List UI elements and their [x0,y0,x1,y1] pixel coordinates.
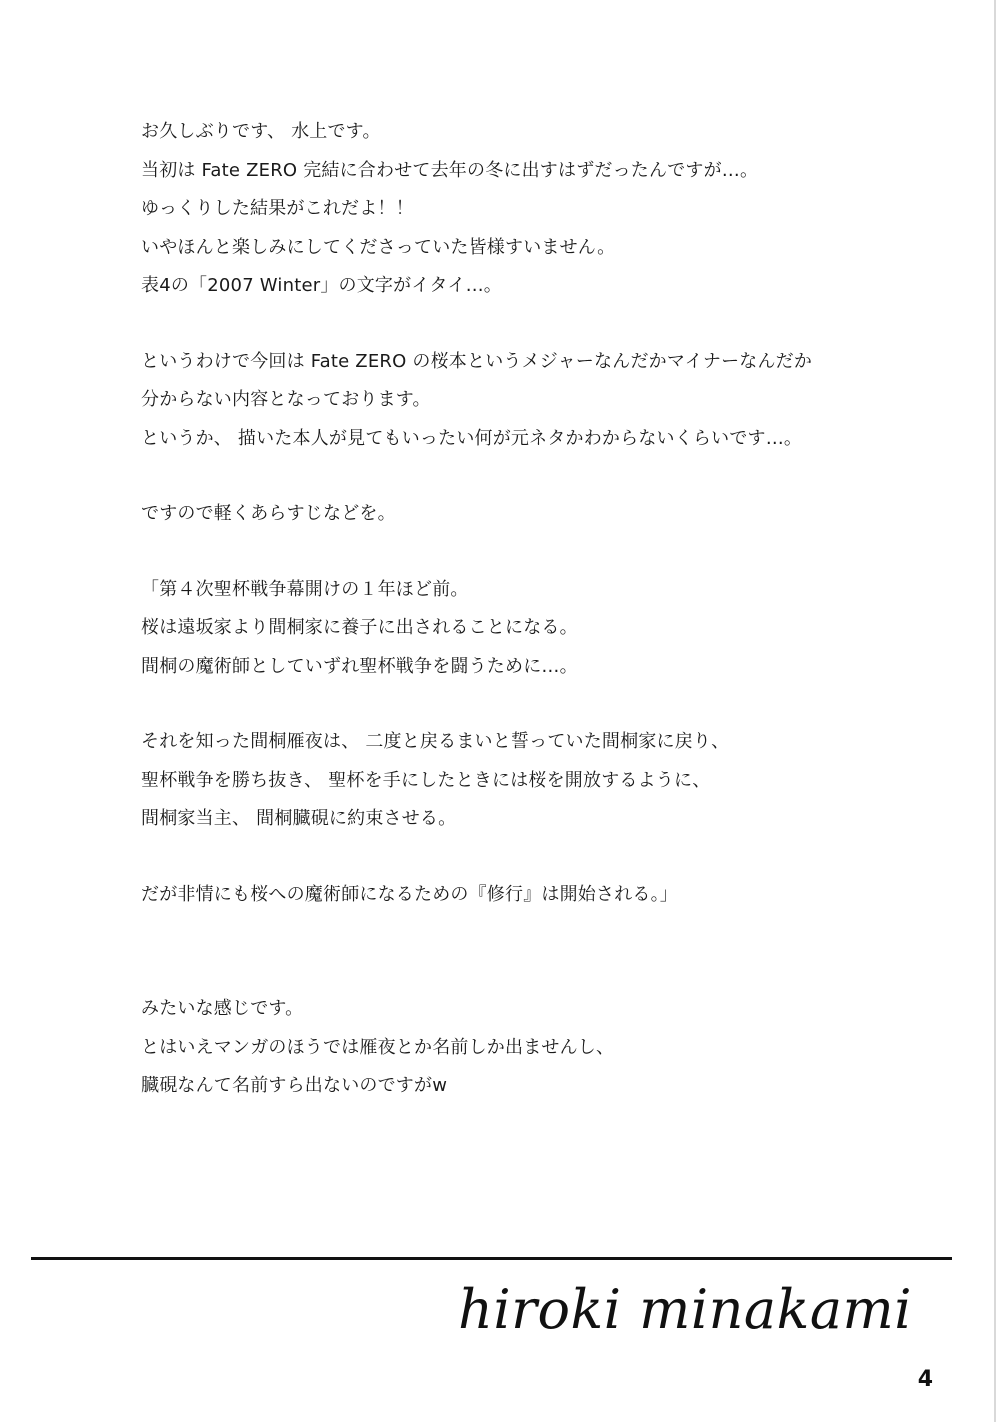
text-line: とはいえマンガのほうでは雁夜とか名前しか出ませんし、 [141,1036,615,1058]
paragraph-gap [141,306,921,343]
paragraph-gap [141,839,921,876]
paragraph-gap [141,458,921,495]
text-line: それを知った間桐雁夜は、 二度と戻るまいと誓っていた間桐家に戻り、 [141,731,730,752]
text-line: 間桐の魔術師としていずれ聖杯戦争を闘うために…。 [141,655,578,677]
text-line: 表4の「2007 Winter」の文字がイタイ…。 [141,275,502,296]
paragraph-closing [141,990,921,1106]
paragraph-gap [141,914,921,990]
paragraph-synopsis-1 [141,571,921,687]
page-edge-line [994,0,996,1422]
author-signature: hiroki minakami [458,1278,912,1341]
paragraph-synopsis-3 [141,876,921,915]
text-line: 臓硯なんて名前すら出ないのですがw [141,1075,448,1096]
paragraph-gap [141,686,921,723]
page-number: 4 [917,1367,933,1392]
paragraph-gap [141,534,921,571]
text-line: 間桐家当主、 間桐臓硯に約束させる。 [141,808,457,829]
text-line: というか、 描いた本人が見てもいったい何が元ネタかわからないくらいです…。 [141,427,803,449]
paragraph-synopsis-lead [141,495,921,534]
paragraph-greeting [141,113,921,306]
text-line: みたいな感じです。 [141,998,304,1019]
text-line: というわけで今回は Fate ZERO の桜本というメジャーなんだかマイナーなんだか [141,350,813,372]
text-line: お久しぶりです、 水上です。 [141,121,381,142]
text-line: ゆっくりした結果がこれだよ！！ [141,198,414,219]
text-line: 分からない内容となっております。 [141,389,431,410]
text-line: だが非情にも桜への魔術師になるための『修行』は開始される。」 [141,883,678,905]
horizontal-rule [31,1257,952,1260]
paragraph-content-intro [141,343,921,459]
text-line: ですので軽くあらすじなどを。 [141,503,396,524]
afterword-text [141,113,921,1106]
text-line: いやほんと楽しみにしてくださっていた皆様すいません。 [141,236,616,258]
text-line: 「第４次聖杯戦争幕開けの１年ほど前。 [141,578,469,600]
text-line: 当初は Fate ZERO 完結に合わせて去年の冬に出すはずだったんですが…。 [141,159,759,181]
paragraph-synopsis-2 [141,723,921,839]
text-line: 桜は遠坂家より間桐家に養子に出されることになる。 [141,617,578,638]
text-line: 聖杯戦争を勝ち抜き、 聖杯を手にしたときには桜を開放するように、 [141,769,711,791]
